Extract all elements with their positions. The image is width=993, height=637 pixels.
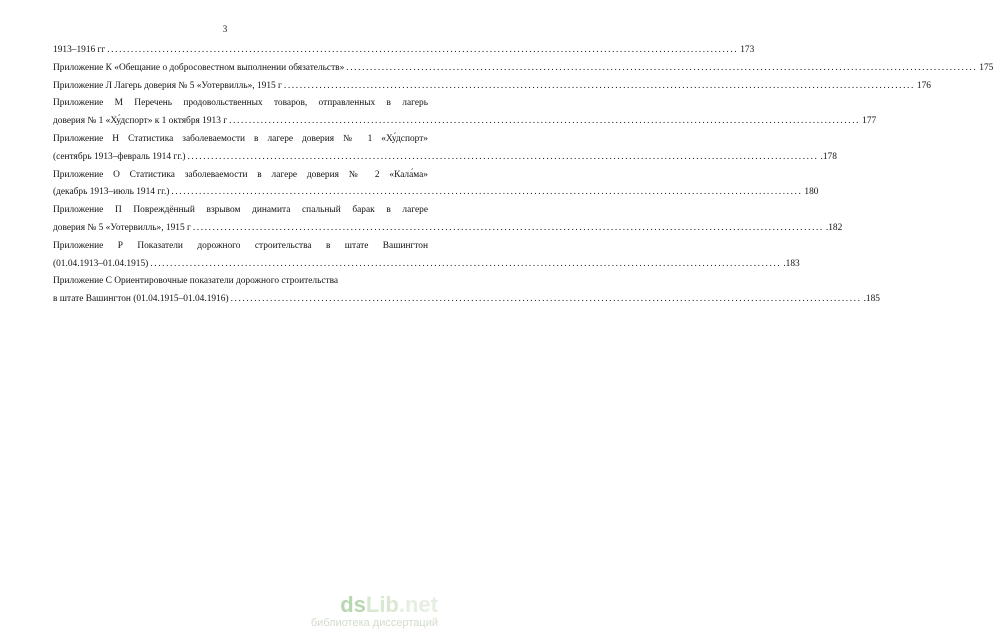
toc-entry bbox=[53, 78, 931, 96]
toc-entry-page: 180 bbox=[804, 187, 819, 198]
toc-entry-page: 176 bbox=[916, 80, 931, 91]
toc-entry-text: доверия № 1 «Ху́дспорт» к 1 октября 1913 г bbox=[53, 116, 228, 127]
toc-entry-text: Приложение К «Обещание о добросовестном выполнении обязательств» bbox=[53, 62, 345, 73]
toc-entry-page: .182 bbox=[825, 222, 843, 233]
toc-entry-text: (01.04.1913–01.04.1915) bbox=[53, 258, 149, 269]
dslib-logo: dsLib.net bbox=[340, 592, 438, 617]
toc-entry-text: Приложение М Перечень продовольственных товаров, отправленных в лагерь bbox=[53, 98, 428, 109]
toc-leader-dots: ................................................................................................................................................................ bbox=[150, 258, 782, 269]
toc-entry-page: .185 bbox=[863, 294, 880, 305]
toc-entry-continued bbox=[53, 95, 428, 113]
toc-entry bbox=[53, 256, 800, 274]
toc-entry-text: (декабрь 1913–июль 1914 гг.) bbox=[53, 187, 170, 198]
toc-entry-text: (сентябрь 1913–февраль 1914 гг.) bbox=[53, 151, 186, 162]
toc-leader-dots: ................................................................................................................................................................ bbox=[107, 45, 739, 55]
toc-entry-text: Приложение Н Статистика заболеваемости в лагере доверия № 1 «Ху́дспорт» bbox=[53, 133, 428, 144]
toc-entry-text: Приложение С Ориентировочные показатели дорожного строительства bbox=[53, 276, 339, 287]
toc-entry bbox=[53, 220, 843, 238]
toc-entry bbox=[53, 149, 837, 167]
toc-entry-continued bbox=[53, 273, 428, 291]
toc-entry-text: Приложение О Статистика заболеваемости в лагере доверия № 2 «Кала́ма» bbox=[53, 169, 428, 180]
toc-leader-dots: ................................................................................................................................................................ bbox=[229, 116, 861, 127]
toc-entry-continued bbox=[53, 131, 428, 149]
toc-entry-page: 177 bbox=[862, 116, 877, 127]
toc-entry bbox=[53, 60, 993, 78]
toc-entry bbox=[53, 42, 755, 60]
toc-entry bbox=[53, 291, 880, 309]
toc-leader-dots: ................................................................................................................................................................ bbox=[230, 294, 862, 305]
toc-entry-text: в штате Вашингтон (01.04.1915–01.04.1916) bbox=[53, 294, 229, 305]
toc-leader-dots: ................................................................................................................................................................ bbox=[283, 80, 915, 91]
toc-entry-text: Приложение Р Показатели дорожного строительства в штате Вашингтон bbox=[53, 240, 428, 251]
toc-entry-text: 1913–1916 гг bbox=[53, 45, 106, 55]
toc-entry-text: доверия № 5 «Уотервилль», 1915 г bbox=[53, 222, 191, 233]
toc-leader-dots: ................................................................................................................................................................ bbox=[346, 62, 978, 73]
toc-entry-continued bbox=[53, 202, 428, 220]
toc-entry bbox=[53, 184, 819, 202]
toc-entry-page: .178 bbox=[820, 151, 837, 162]
toc-entry-page: .183 bbox=[783, 258, 800, 269]
toc-entry-text: Приложение П Повреждённый взрывом динамита спальный барак в лагере bbox=[53, 205, 428, 216]
toc-leader-dots: ................................................................................................................................................................ bbox=[187, 151, 819, 162]
toc-entry bbox=[53, 113, 877, 131]
toc-leader-dots: ................................................................................................................................................................ bbox=[192, 222, 824, 233]
toc-entry-text: Приложение Л Лагерь доверия № 5 «Уотервилль», 1915 г bbox=[53, 80, 282, 91]
page-number: 3 bbox=[222, 24, 228, 34]
toc-entry-page: 173 bbox=[740, 45, 755, 55]
toc-leader-dots: ................................................................................................................................................................ bbox=[171, 187, 803, 198]
dslib-watermark bbox=[311, 594, 438, 629]
table-of-contents bbox=[53, 42, 993, 309]
toc-entry-continued bbox=[53, 167, 428, 185]
dslib-tagline: библиотека диссертаций bbox=[310, 617, 438, 629]
toc-entry-continued bbox=[53, 238, 428, 256]
toc-entry-page: 175 bbox=[979, 62, 993, 73]
